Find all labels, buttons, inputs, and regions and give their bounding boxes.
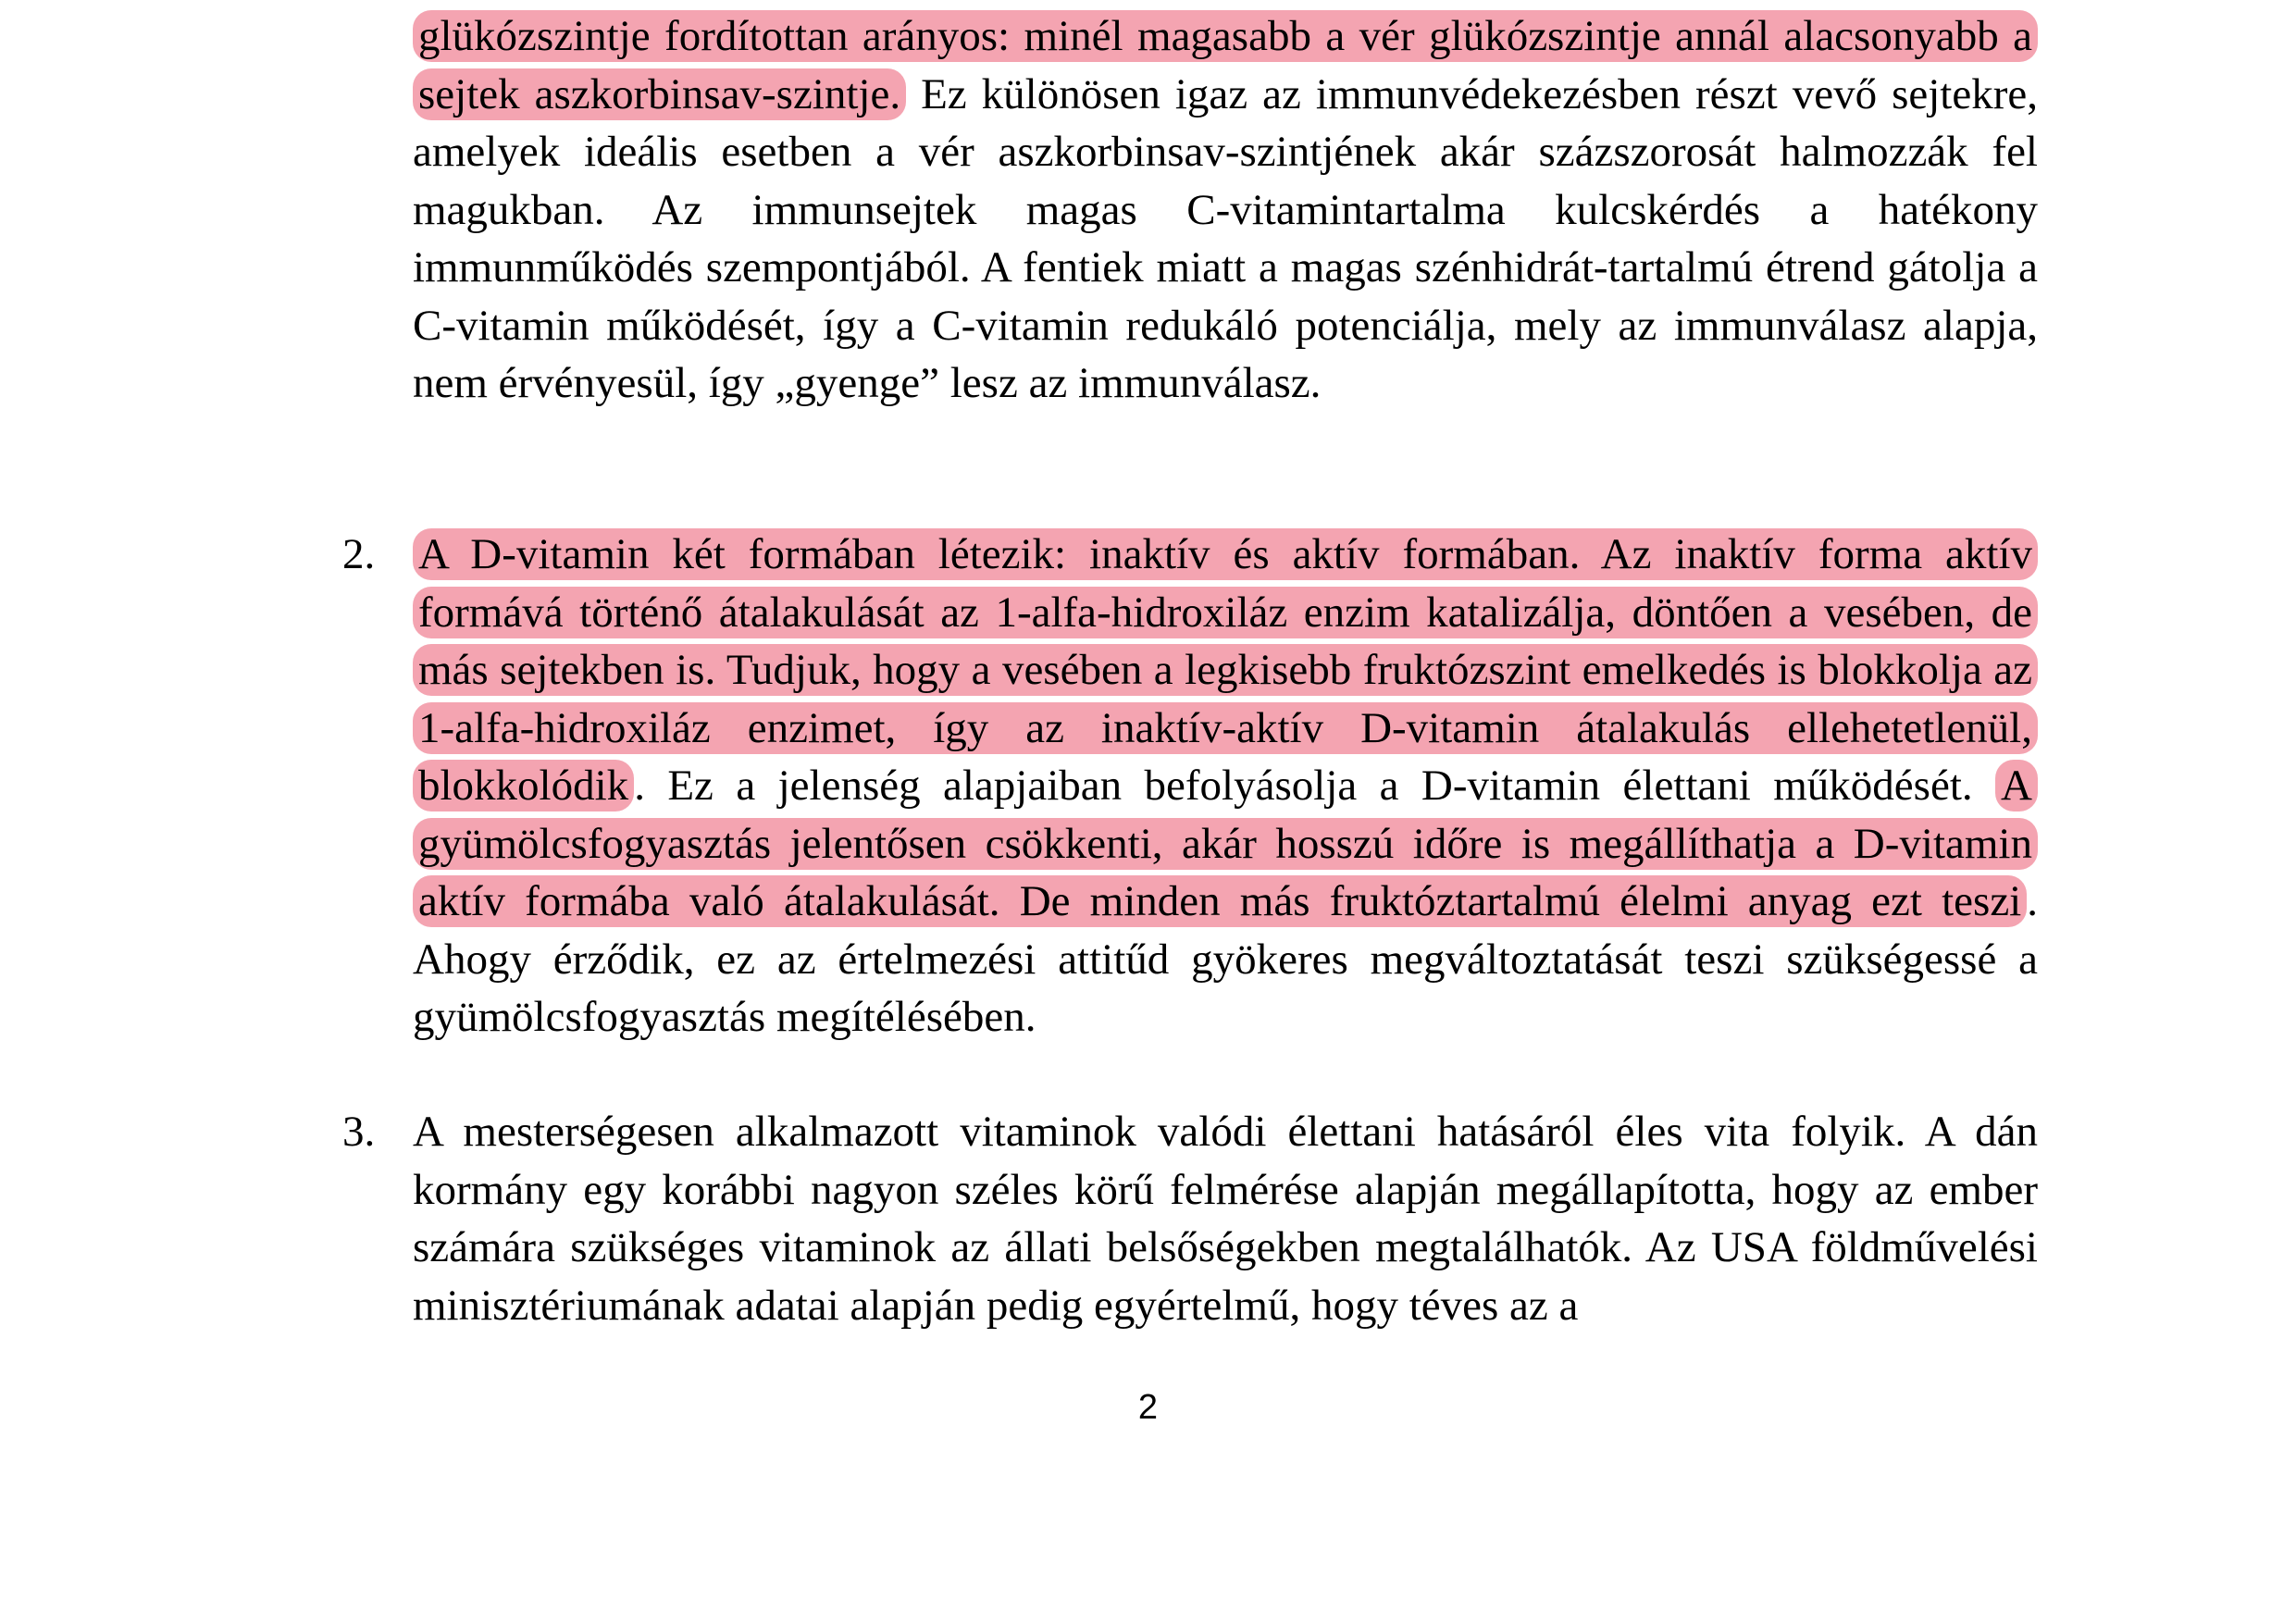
plain-text: A mesterségesen alkalmazott vitaminok valódi élettani hatásáról éles vita folyik. A dán kormány egy korábbi nagyon széles körű felmérése alapján megállapította, hogy az ember számára szükséges vitaminok az állati belsőségekben megtalálhatók. Az USA földművelési minisztériumának adatai alapján pedig egyértelmű, hogy téves az a [413, 1108, 2038, 1330]
plain-text: . Ahogy érződik, ez az értelmezési attitűd gyökeres megváltoztatását teszi szükségessé a gyümölcsfogyasztás megítélésében. [413, 877, 2038, 1041]
plain-text: . Ez a jelenség alapjaiban befolyásolja a D-vitamin élettani működését. [634, 762, 1996, 810]
paragraph-body [413, 7, 2038, 413]
highlighted-text[interactable]: glükózszintje fordítottan arányos: minél magasabb a vér glükózszintje annál alacsonyabb a sejtek aszkorbinsav-szintje. [413, 10, 2038, 120]
list-number: 3. [342, 1108, 376, 1156]
highlighted-text[interactable]: A gyümölcsfogyasztás jelentősen csökkenti, akár hosszú időre is megállíthatja a D-vitamin aktív formába való átalakulását. De minden más fruktóztartalmú élelmi anyag ezt teszi [413, 760, 2038, 927]
list-item-2 [342, 526, 2038, 1047]
list-item-3 [342, 1103, 2038, 1334]
page-number: 2 [1137, 1388, 1159, 1427]
paragraph-body [413, 526, 2038, 1047]
highlighted-text[interactable]: A D-vitamin két formában létezik: inaktív és aktív formában. Az inaktív forma aktív formává történő átalakulását az 1-alfa-hidroxiláz enzim katalizálja, döntően a vesében, de más sejtekben is. Tudjuk, hogy a vesében a legkisebb fruktózszint emelkedés is blokkolja az 1-alfa-hidroxiláz enzimet, így az inaktív-aktív D-vitamin átalakulás ellehetetlenül, blokkolódik [413, 528, 2038, 812]
plain-text: Ez különösen igaz az immunvédekezésben részt vevő sejtekre, amelyek ideális esetben a vér aszkorbinsav-szintjének akár százszorosát halmozzák fel magukban. Az immunsejtek magas C-vitamintartalma kulcskérdés a hatékony immunműködés szempontjából. A fentiek miatt a magas szénhidrát-tartalmú étrend gátolja a C-vitamin működését, így a C-vitamin redukáló potenciálja, mely az immunválasz alapja, nem érvényesül, így „gyenge” lesz az immunválasz. [413, 69, 2038, 407]
paragraph-body [413, 1103, 2038, 1334]
list-number: 2. [342, 530, 376, 578]
list-item-1-continued [342, 7, 2038, 413]
